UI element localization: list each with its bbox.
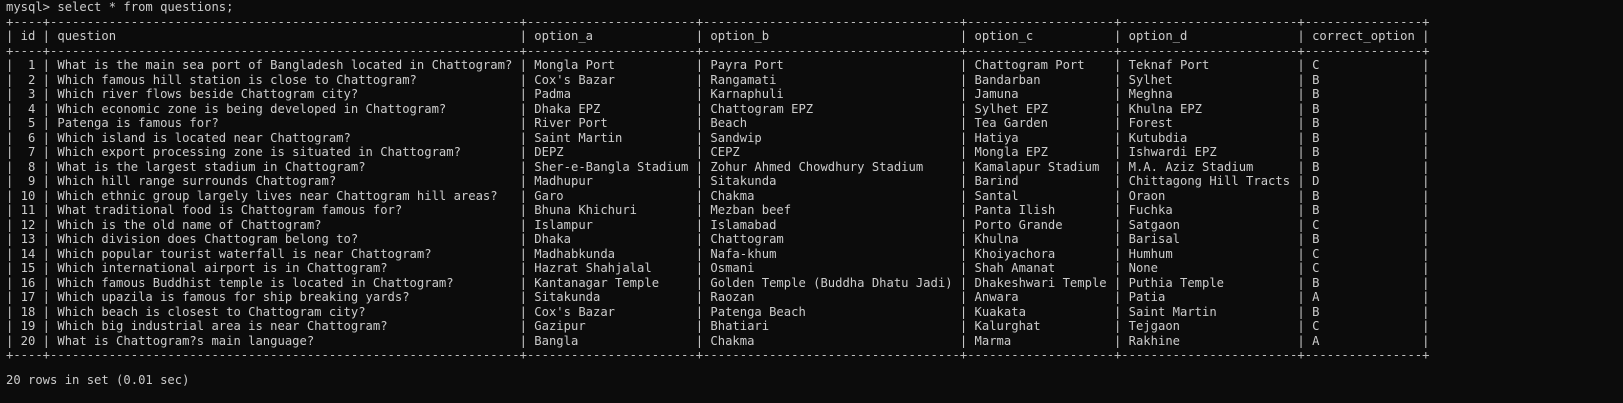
table-row: | 19 | Which big industrial area is near Chattogram? | Gazipur | Bhatiari | Kalurghat | Tejgaon | C |	[6, 319, 1430, 333]
table-row: | 8 | What is the largest stadium in Chattogram? | Sher-e-Bangla Stadium | Zohur Ahmed Chowdhury Stadium | Kamalapur Stadium | M.A. Aziz Stadium | B |	[6, 159, 1430, 174]
table-border-header: +----+----------------------------------------------------------------+-----------------------+-----------------------------------+--------------------+------------------------+----------------+	[6, 43, 1430, 58]
table-row: | 2 | Which famous hill station is close to Chattogram? | Cox's Bazar | Rangamati | Bandarban | Sylhet | B |	[6, 72, 1430, 87]
table-row: | 1 | What is the main sea port of Bangladesh located in Chattogram? | Mongla Port | Payra Port | Chattogram Port | Teknaf Port | C |	[6, 58, 1430, 72]
command-line	[6, 0, 1623, 15]
table-border-bottom: +----+----------------------------------------------------------------+-----------------------+-----------------------------------+--------------------+------------------------+----------------+	[6, 348, 1430, 362]
table-row: | 7 | Which export processing zone is situated in Chattogram? | DEPZ | CEPZ | Mongla EPZ | Ishwardi EPZ | B |	[6, 145, 1430, 159]
query-result-table	[6, 15, 1623, 363]
sql-command: select * from questions;	[57, 0, 234, 14]
table-header-row: | id | question | option_a | option_b | option_c | option_d | correct_option |	[6, 29, 1430, 43]
table-row: | 10 | Which ethnic group largely lives near Chattogram hill areas? | Garo | Chakma | Santal | Oraon | B |	[6, 188, 1430, 203]
table-row: | 5 | Patenga is famous for? | River Port | Beach | Tea Garden | Forest | B |	[6, 116, 1430, 130]
output-spacer	[6, 363, 1623, 373]
table-row: | 3 | Which river flows beside Chattogram city? | Padma | Karnaphuli | Jamuna | Meghna | B |	[6, 87, 1430, 101]
table-row: | 6 | Which island is located near Chattogram? | Saint Martin | Sandwip | Hatiya | Kutubdia | B |	[6, 130, 1430, 145]
table-row: | 9 | Which hill range surrounds Chattogram? | Madhupur | Sitakunda | Barind | Chittagong Hill Tracts | D |	[6, 174, 1430, 188]
table-row: | 17 | Which upazila is famous for ship breaking yards? | Sitakunda | Raozan | Anwara | Patia | A |	[6, 290, 1430, 304]
mysql-prompt: mysql>	[6, 0, 51, 14]
table-row: | 14 | Which popular tourist waterfall is near Chattogram? | Madhabkunda | Nafa-khum | Khoiyachora | Humhum | C |	[6, 246, 1430, 261]
table-row: | 15 | Which international airport is in Chattogram? | Hazrat Shahjalal | Osmani | Shah Amanat | None | C |	[6, 261, 1430, 275]
result-status: 20 rows in set (0.01 sec)	[6, 372, 190, 387]
table-row: | 13 | Which division does Chattogram belong to? | Dhaka | Chattogram | Khulna | Barisal | B |	[6, 232, 1430, 246]
table-row: | 16 | Which famous Buddhist temple is located in Chattogram? | Kantanagar Temple | Golden Temple (Buddha Dhatu Jadi) | Dhakeshwari Temple | Puthia Temple | B |	[6, 275, 1430, 290]
table-row: | 20 | What is Chattogram?s main language? | Bangla | Chakma | Marma | Rakhine | A |	[6, 333, 1430, 348]
table-row: | 12 | Which is the old name of Chattogram? | Islampur | Islamabad | Porto Grande | Satgaon | C |	[6, 217, 1430, 232]
table-row: | 18 | Which beach is closest to Chattogram city? | Cox's Bazar | Patenga Beach | Kuakata | Saint Martin | B |	[6, 304, 1430, 319]
table-row: | 4 | Which economic zone is being developed in Chattogram? | Dhaka EPZ | Chattogram EPZ | Sylhet EPZ | Khulna EPZ | B |	[6, 101, 1430, 116]
table-row: | 11 | What traditional food is Chattogram famous for? | Bhuna Khichuri | Mezban beef | Panta Ilish | Fuchka | B |	[6, 203, 1430, 217]
table-border-top: +----+----------------------------------------------------------------+-----------------------+-----------------------------------+--------------------+------------------------+----------------+	[6, 14, 1430, 29]
